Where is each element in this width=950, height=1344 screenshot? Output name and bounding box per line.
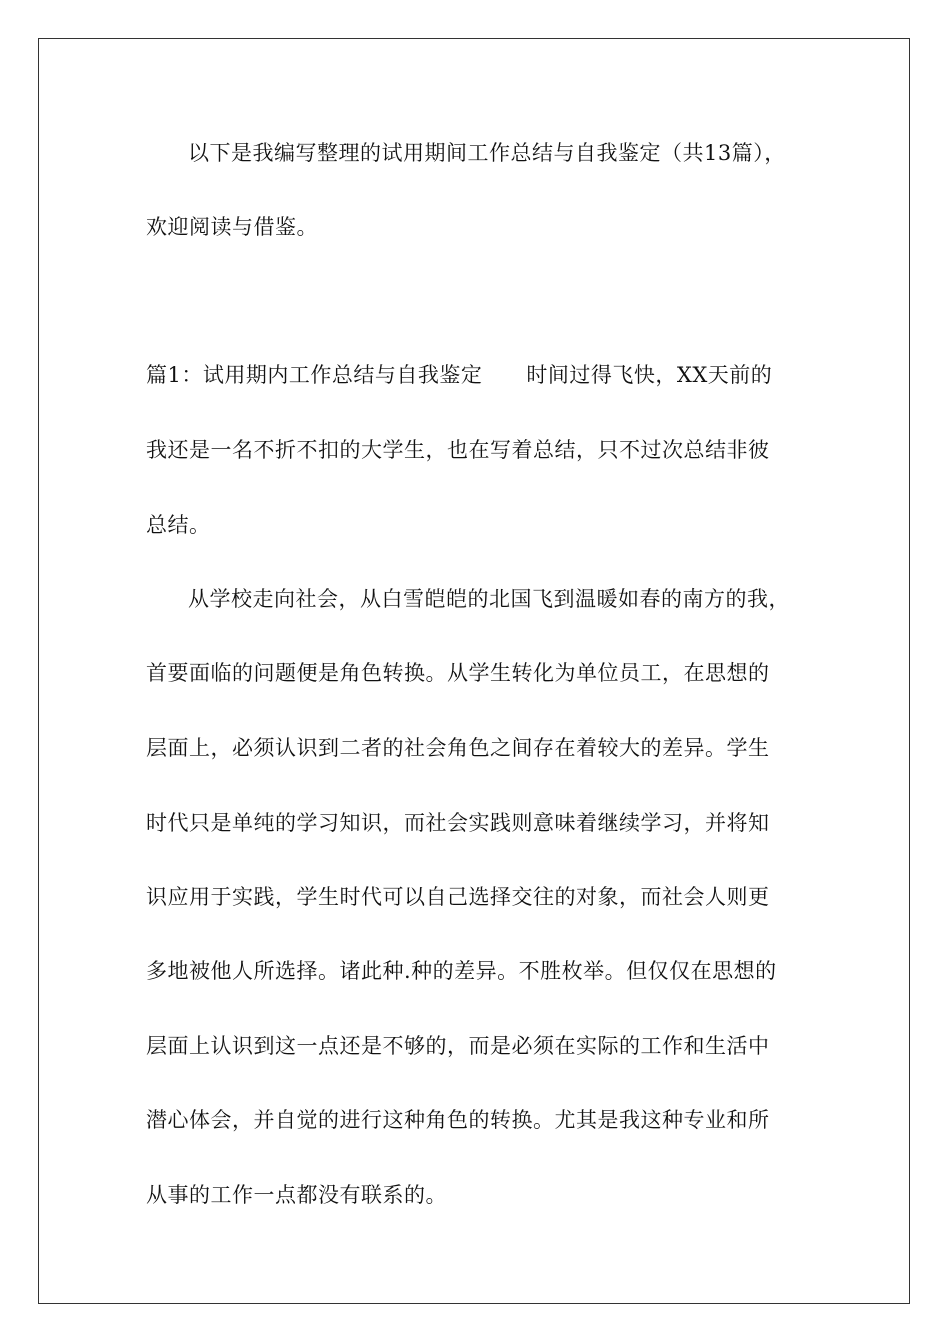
paragraph-2-line-7: 层面上认识到这一点还是不够的，而是必须在实际的工作和生活中 <box>146 1034 770 1058</box>
paragraph-2-line-5: 识应用于实践，学生时代可以自己选择交往的对象，而社会人则更 <box>146 885 770 909</box>
paragraph-2-line-3: 层面上，必须认识到二者的社会角色之间存在着较大的差异。学生 <box>146 736 770 760</box>
paragraph-2-line-2: 首要面临的问题便是角色转换。从学生转化为单位员工，在思想的 <box>146 661 770 685</box>
section-1-line-2: 我还是一名不折不扣的大学生，也在写着总结，只不过次总结非彼 <box>146 438 770 462</box>
section-1-heading-line <box>146 360 772 390</box>
intro-line-1: 以下是我编写整理的试用期间工作总结与自我鉴定（共13篇）， <box>188 141 786 165</box>
section-1-heading: 篇1：试用期内工作总结与自我鉴定 <box>146 363 483 387</box>
intro-line-2: 欢迎阅读与借鉴。 <box>146 215 318 239</box>
paragraph-2-line-6: 多地被他人所选择。诸此种.种的差异。不胜枚举。但仅仅在思想的 <box>146 959 777 983</box>
paragraph-2-line-4: 时代只是单纯的学习知识，而社会实践则意味着继续学习，并将知 <box>146 811 770 835</box>
paragraph-2-line-1: 从学校走向社会，从白雪皑皑的北国飞到温暖如春的南方的我， <box>188 587 790 611</box>
section-1-line-1-rest: 时间过得飞快，XX天前的 <box>526 363 773 387</box>
paragraph-2-line-9: 从事的工作一点都没有联系的。 <box>146 1183 447 1207</box>
paragraph-2-line-8: 潜心体会，并自觉的进行这种角色的转换。尤其是我这种专业和所 <box>146 1108 770 1132</box>
section-1-line-3: 总结。 <box>146 513 211 537</box>
